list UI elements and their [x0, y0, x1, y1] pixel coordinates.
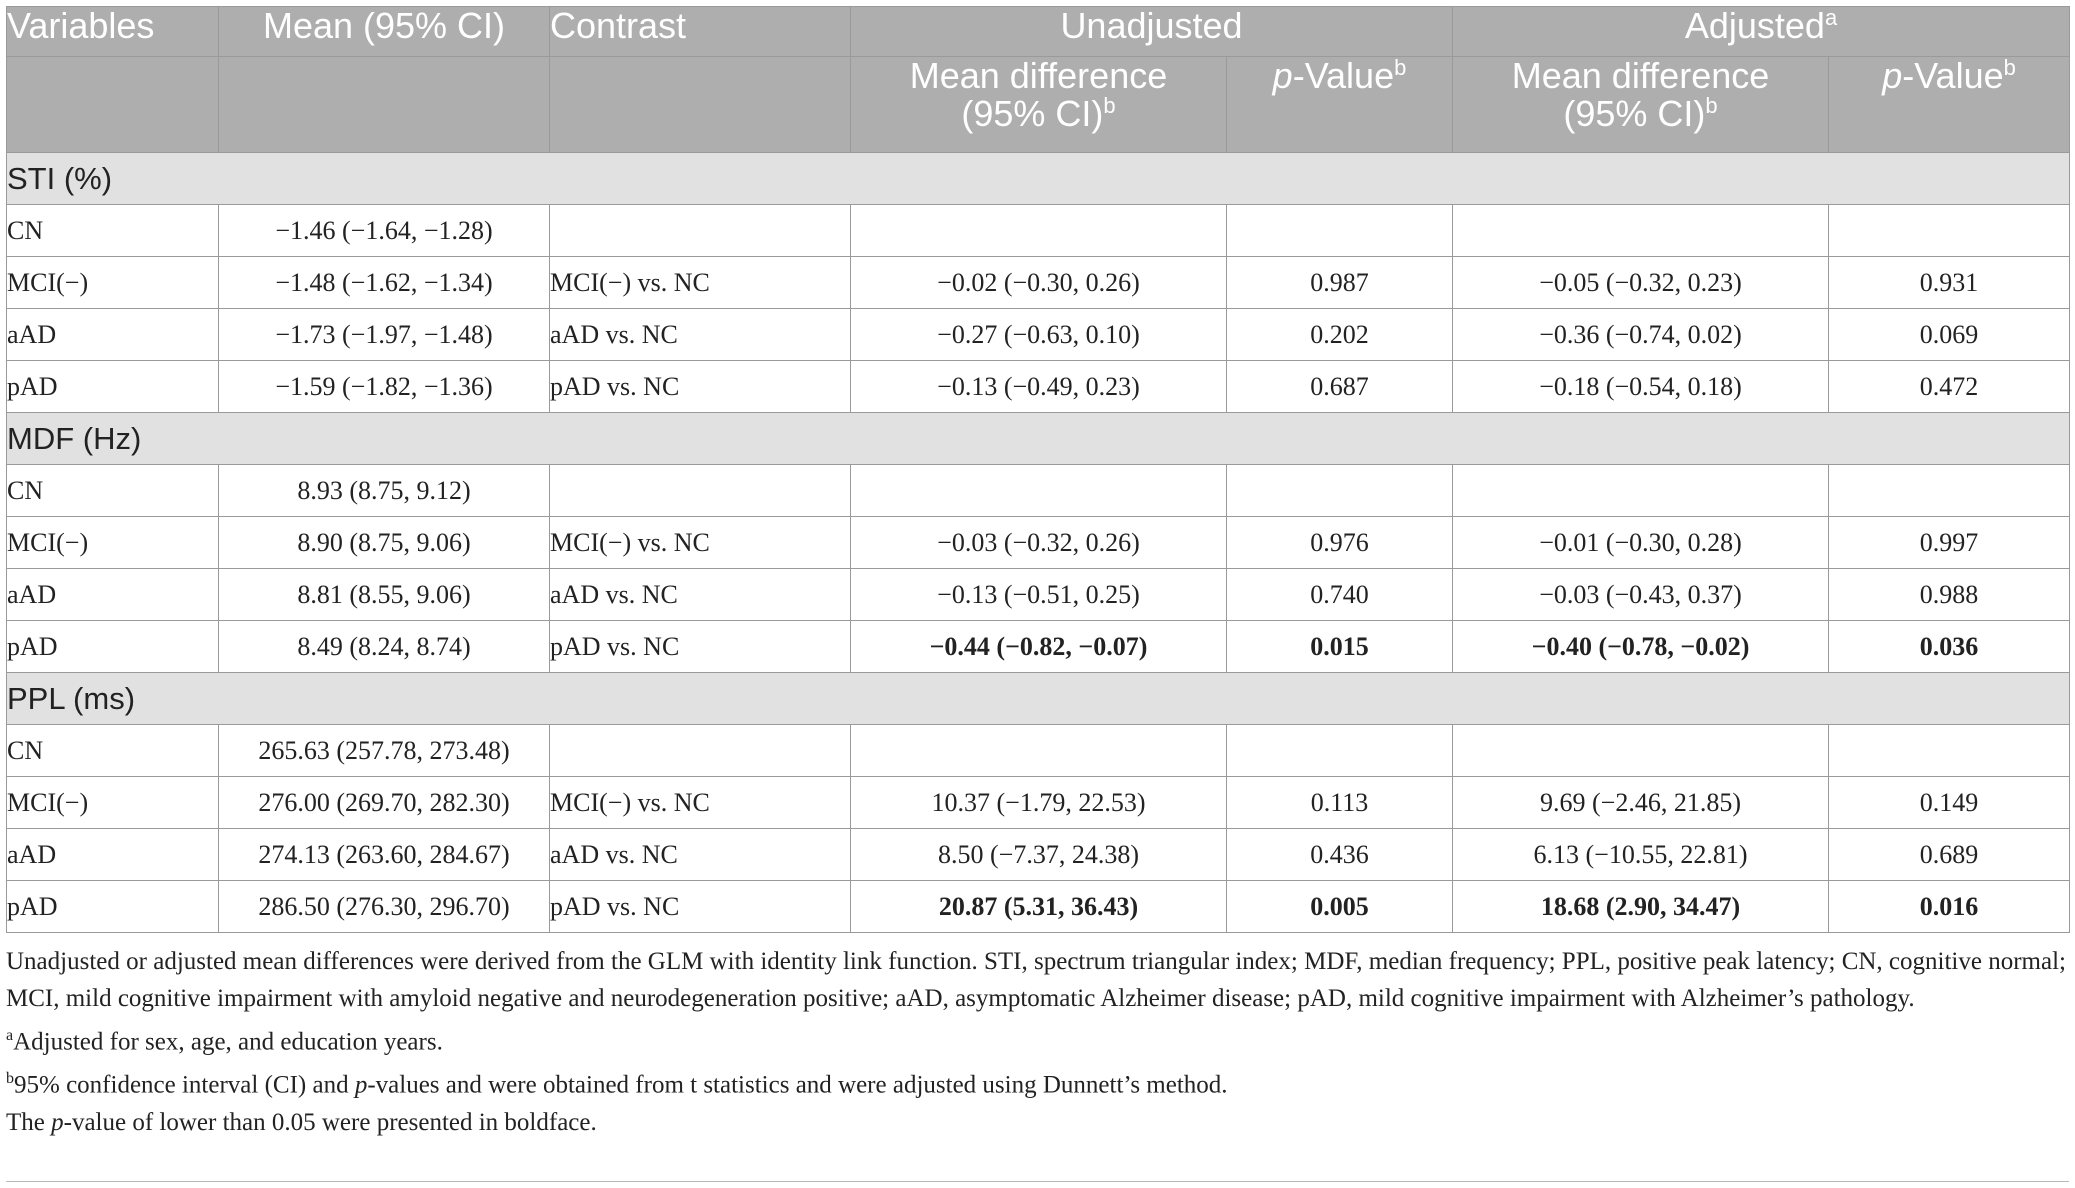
table-row	[7, 517, 2070, 569]
footnote-a-text: Adjusted for sex, age, and education years.	[13, 1028, 443, 1056]
cell-adjusted-diff	[1453, 725, 1829, 777]
cell-group: CN	[7, 725, 219, 777]
table-row	[7, 257, 2070, 309]
p-italic: p	[1272, 55, 1293, 96]
cell-adjusted-p: 0.988	[1829, 569, 2070, 621]
cell-contrast: aAD vs. NC	[550, 309, 851, 361]
bottom-rule	[6, 1181, 2069, 1182]
cell-contrast	[550, 205, 851, 257]
cell-adjusted-diff: −0.36 (−0.74, 0.02)	[1453, 309, 1829, 361]
cell-group: pAD	[7, 881, 219, 933]
cell-unadjusted-diff: −0.13 (−0.51, 0.25)	[851, 569, 1227, 621]
cell-adjusted-diff: −0.03 (−0.43, 0.37)	[1453, 569, 1829, 621]
cell-contrast: MCI(−) vs. NC	[550, 517, 851, 569]
cell-unadjusted-p: 0.987	[1227, 257, 1453, 309]
cell-contrast: MCI(−) vs. NC	[550, 777, 851, 829]
table-row	[7, 621, 2070, 673]
header-variables: Variables	[7, 7, 219, 57]
cell-adjusted-diff	[1453, 205, 1829, 257]
cell-unadjusted-diff: −0.03 (−0.32, 0.26)	[851, 517, 1227, 569]
footnote-b	[6, 1060, 2066, 1103]
mean-diff-line1: Mean difference	[1511, 55, 1770, 96]
cell-mean-ci: 276.00 (269.70, 282.30)	[219, 777, 550, 829]
header-blank-mean	[219, 57, 550, 153]
cell-mean-ci: 265.63 (257.78, 273.48)	[219, 725, 550, 777]
cell-mean-ci: −1.73 (−1.97, −1.48)	[219, 309, 550, 361]
p-label: -Value	[1902, 55, 2004, 96]
footnote-b-p: p	[354, 1071, 368, 1099]
cell-group: MCI(−)	[7, 777, 219, 829]
cell-contrast	[550, 725, 851, 777]
cell-adjusted-p	[1829, 465, 2070, 517]
cell-unadjusted-diff: −0.27 (−0.63, 0.10)	[851, 309, 1227, 361]
footnote-b-text-1: 95% confidence interval (CI) and	[14, 1071, 355, 1099]
cell-group: CN	[7, 205, 219, 257]
cell-adjusted-p: 0.931	[1829, 257, 2070, 309]
cell-unadjusted-diff: −0.13 (−0.49, 0.23)	[851, 361, 1227, 413]
cell-group: aAD	[7, 309, 219, 361]
cell-contrast: aAD vs. NC	[550, 829, 851, 881]
table-footnotes	[6, 943, 2066, 1141]
cell-adjusted-p: 0.069	[1829, 309, 2070, 361]
table-row	[7, 777, 2070, 829]
cell-adjusted-p	[1829, 725, 2070, 777]
section-title: PPL (ms)	[7, 673, 2070, 725]
cell-contrast	[550, 465, 851, 517]
cell-adjusted-p: 0.149	[1829, 777, 2070, 829]
p-italic: p	[1882, 55, 1903, 96]
cell-unadjusted-p	[1227, 725, 1453, 777]
cell-contrast: pAD vs. NC	[550, 881, 851, 933]
cell-mean-ci: 8.81 (8.55, 9.06)	[219, 569, 550, 621]
mean-diff-footnote-mark: b	[1705, 93, 1718, 118]
cell-unadjusted-diff	[851, 205, 1227, 257]
cell-mean-ci: 8.93 (8.75, 9.12)	[219, 465, 550, 517]
cell-adjusted-diff: 18.68 (2.90, 34.47)	[1453, 881, 1829, 933]
cell-mean-ci: −1.59 (−1.82, −1.36)	[219, 361, 550, 413]
table-body	[7, 153, 2070, 933]
section-title: STI (%)	[7, 153, 2070, 205]
table-row	[7, 829, 2070, 881]
header-adjusted-label: Adjusted	[1684, 5, 1825, 46]
cell-unadjusted-p: 0.436	[1227, 829, 1453, 881]
cell-adjusted-diff: 6.13 (−10.55, 22.81)	[1453, 829, 1829, 881]
table-row	[7, 725, 2070, 777]
table-row	[7, 361, 2070, 413]
table-row	[7, 569, 2070, 621]
header-unadjusted-mean-difference	[851, 57, 1227, 153]
mean-diff-footnote-mark: b	[1103, 93, 1116, 118]
p-label: -Value	[1292, 55, 1395, 96]
cell-group: MCI(−)	[7, 517, 219, 569]
cell-unadjusted-p: 0.113	[1227, 777, 1453, 829]
cell-unadjusted-diff: −0.44 (−0.82, −0.07)	[851, 621, 1227, 673]
cell-contrast: aAD vs. NC	[550, 569, 851, 621]
cell-unadjusted-diff: −0.02 (−0.30, 0.26)	[851, 257, 1227, 309]
header-contrast: Contrast	[550, 7, 851, 57]
header-adjusted-footnote-mark: a	[1824, 5, 1838, 30]
cell-mean-ci: 8.49 (8.24, 8.74)	[219, 621, 550, 673]
header-adjusted-mean-difference	[1453, 57, 1829, 153]
cell-adjusted-p: 0.689	[1829, 829, 2070, 881]
cell-unadjusted-p: 0.005	[1227, 881, 1453, 933]
header-adjusted	[1453, 7, 2070, 57]
header-unadjusted-p-value	[1227, 57, 1453, 153]
mean-diff-line2: (95% CI)	[961, 93, 1104, 134]
cell-mean-ci: −1.48 (−1.62, −1.34)	[219, 257, 550, 309]
table-row	[7, 205, 2070, 257]
cell-mean-ci: 8.90 (8.75, 9.06)	[219, 517, 550, 569]
p-footnote-mark: b	[1394, 55, 1407, 80]
header-mean: Mean (95% CI)	[219, 7, 550, 57]
cell-adjusted-p: 0.036	[1829, 621, 2070, 673]
section-row	[7, 153, 2070, 205]
cell-group: aAD	[7, 569, 219, 621]
cell-mean-ci: 286.50 (276.30, 296.70)	[219, 881, 550, 933]
section-row	[7, 673, 2070, 725]
cell-contrast: pAD vs. NC	[550, 621, 851, 673]
footnote-bold-pre: The	[6, 1108, 52, 1136]
cell-contrast: pAD vs. NC	[550, 361, 851, 413]
cell-unadjusted-diff	[851, 465, 1227, 517]
footnote-abbreviations: Unadjusted or adjusted mean differences were derived from the GLM with identity link function. STI, spectrum triangular index; MDF, median frequency; PPL, positive peak latency; CN, cognitive normal; MCI, mild cognitive impairment with amyloid negative and neurodegeneration positive; aAD, asymptomatic Alzheimer disease; pAD, mild cognitive impairment with Alzheimer’s pathology.	[6, 948, 2066, 1012]
cell-group: pAD	[7, 361, 219, 413]
footnote-boldface	[6, 1104, 2066, 1141]
cell-adjusted-diff: −0.05 (−0.32, 0.23)	[1453, 257, 1829, 309]
cell-mean-ci: −1.46 (−1.64, −1.28)	[219, 205, 550, 257]
cell-group: MCI(−)	[7, 257, 219, 309]
table-header	[7, 7, 2070, 153]
cell-adjusted-p: 0.472	[1829, 361, 2070, 413]
footnote-a	[6, 1017, 2066, 1060]
cell-unadjusted-diff: 8.50 (−7.37, 24.38)	[851, 829, 1227, 881]
cell-unadjusted-diff: 20.87 (5.31, 36.43)	[851, 881, 1227, 933]
cell-group: CN	[7, 465, 219, 517]
cell-contrast: MCI(−) vs. NC	[550, 257, 851, 309]
cell-unadjusted-p: 0.740	[1227, 569, 1453, 621]
header-blank-variables	[7, 57, 219, 153]
table-row	[7, 881, 2070, 933]
cell-unadjusted-p: 0.202	[1227, 309, 1453, 361]
cell-adjusted-p: 0.016	[1829, 881, 2070, 933]
footnote-bold-p: p	[51, 1108, 64, 1136]
results-table	[6, 6, 2070, 933]
cell-adjusted-diff: 9.69 (−2.46, 21.85)	[1453, 777, 1829, 829]
cell-adjusted-diff	[1453, 465, 1829, 517]
cell-adjusted-diff: −0.40 (−0.78, −0.02)	[1453, 621, 1829, 673]
header-unadjusted: Unadjusted	[851, 7, 1453, 57]
cell-mean-ci: 274.13 (263.60, 284.67)	[219, 829, 550, 881]
table-row	[7, 309, 2070, 361]
cell-unadjusted-p: 0.687	[1227, 361, 1453, 413]
cell-group: pAD	[7, 621, 219, 673]
footnote-a-mark: a	[6, 1027, 14, 1044]
section-row	[7, 413, 2070, 465]
section-title: MDF (Hz)	[7, 413, 2070, 465]
cell-adjusted-diff: −0.01 (−0.30, 0.28)	[1453, 517, 1829, 569]
mean-diff-line1: Mean difference	[909, 55, 1168, 96]
table-row	[7, 465, 2070, 517]
cell-adjusted-p	[1829, 205, 2070, 257]
footnote-b-mark: b	[6, 1070, 14, 1088]
cell-unadjusted-diff	[851, 725, 1227, 777]
header-adjusted-p-value	[1829, 57, 2070, 153]
cell-group: aAD	[7, 829, 219, 881]
footnote-bold-post: -value of lower than 0.05 were presented in boldface.	[63, 1108, 597, 1136]
header-blank-contrast	[550, 57, 851, 153]
cell-unadjusted-p	[1227, 205, 1453, 257]
p-footnote-mark: b	[2003, 55, 2016, 80]
cell-unadjusted-p: 0.976	[1227, 517, 1453, 569]
cell-adjusted-p: 0.997	[1829, 517, 2070, 569]
cell-unadjusted-p: 0.015	[1227, 621, 1453, 673]
cell-unadjusted-diff: 10.37 (−1.79, 22.53)	[851, 777, 1227, 829]
cell-unadjusted-p	[1227, 465, 1453, 517]
cell-adjusted-diff: −0.18 (−0.54, 0.18)	[1453, 361, 1829, 413]
mean-diff-line2: (95% CI)	[1563, 93, 1706, 134]
footnote-b-text-2: -values and were obtained from t statistics and were adjusted using Dunnett’s method.	[367, 1071, 1228, 1099]
